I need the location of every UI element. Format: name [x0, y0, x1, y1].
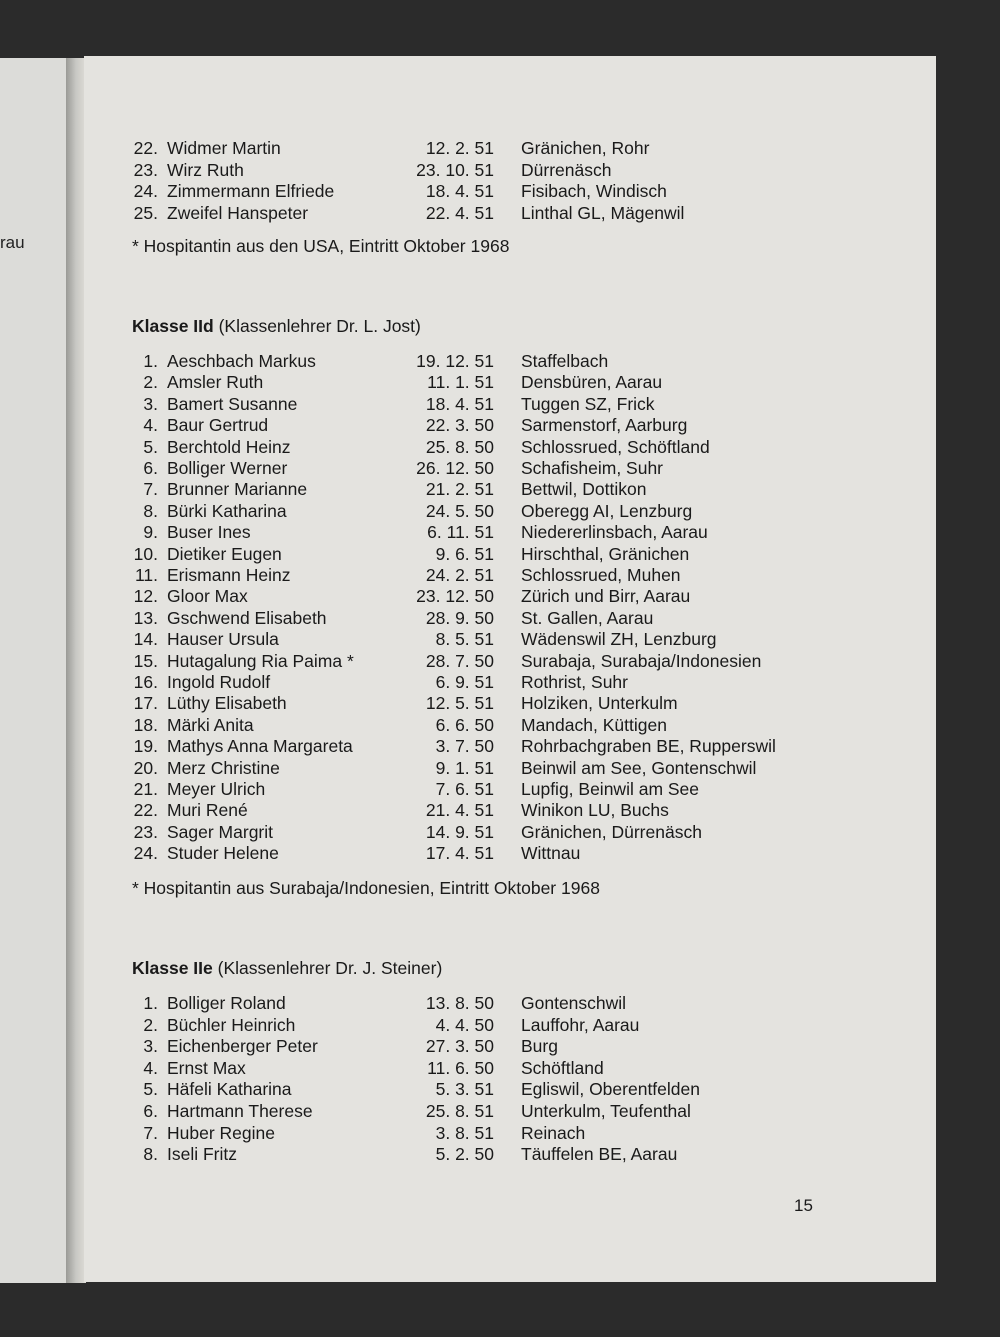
student-name: Erismann Heinz — [167, 565, 291, 585]
student-name: Ernst Max — [167, 1057, 246, 1078]
student-name: Berchtold Heinz — [167, 436, 291, 457]
birth-date: 13. 8. 50 — [425, 993, 494, 1013]
student-number: 3. — [143, 1036, 158, 1057]
student-row — [132, 521, 892, 543]
birth-date: 9. 1. 51 — [435, 757, 494, 778]
student-name: Buser Ines — [167, 522, 251, 543]
student-name: Meyer Ulrich — [167, 779, 266, 799]
student-number: 24. — [133, 843, 158, 864]
birth-date: 7. 6. 51 — [435, 779, 494, 799]
student-row — [132, 1035, 892, 1057]
left-page-text: rau — [0, 233, 25, 252]
student-name: Ingold Rudolf — [167, 672, 271, 692]
heading-klasse-iid — [132, 316, 421, 337]
student-row — [132, 992, 892, 1014]
home-place: Wädenswil ZH, Lenzburg — [521, 629, 717, 650]
student-number: 1. — [143, 351, 158, 371]
student-name: Baur Gertrud — [167, 415, 269, 436]
student-number: 5. — [143, 1079, 158, 1100]
birth-date: 9. 6. 51 — [435, 543, 494, 564]
student-number: 10. — [133, 543, 158, 564]
student-name: Eichenberger Peter — [167, 1036, 318, 1057]
student-row — [132, 778, 892, 800]
birth-date: 28. 9. 50 — [425, 607, 494, 628]
home-place: Beinwil am See, Gontenschwil — [521, 757, 757, 778]
student-row — [132, 585, 892, 607]
birth-date: 22. 4. 51 — [425, 202, 494, 223]
student-row — [132, 1014, 892, 1036]
student-number: 22. — [133, 800, 158, 821]
birth-date: 21. 4. 51 — [425, 800, 494, 821]
student-row — [132, 1100, 892, 1122]
birth-date: 14. 9. 51 — [425, 821, 494, 842]
student-row — [132, 1143, 892, 1165]
student-row — [132, 1057, 892, 1079]
home-place: Tuggen SZ, Frick — [521, 393, 655, 414]
birth-date: 6. 9. 51 — [435, 672, 494, 692]
birth-date: 25. 8. 50 — [425, 436, 494, 457]
heading-klasse-iie-teacher: (Klassenlehrer Dr. J. Steiner) — [212, 958, 443, 978]
birth-date: 3. 7. 50 — [435, 736, 494, 757]
home-place: Schafisheim, Suhr — [521, 458, 664, 478]
student-number: 4. — [143, 415, 158, 436]
student-number: 23. — [133, 159, 158, 180]
home-place: Densbüren, Aarau — [521, 372, 663, 393]
student-row — [132, 821, 892, 843]
document-page — [84, 56, 936, 1282]
student-name: Studer Helene — [167, 843, 279, 864]
student-row — [132, 564, 892, 586]
student-row — [132, 1078, 892, 1100]
birth-date: 21. 2. 51 — [425, 479, 494, 500]
student-name: Aeschbach Markus — [167, 351, 316, 371]
student-name: Gloor Max — [167, 586, 248, 607]
student-row — [132, 137, 892, 159]
student-name: Bolliger Werner — [167, 458, 288, 478]
student-name: Zweifel Hanspeter — [167, 202, 309, 223]
student-name: Zimmermann Elfriede — [167, 181, 335, 202]
home-place: Mandach, Küttigen — [521, 714, 667, 735]
birth-date: 4. 4. 50 — [435, 1014, 494, 1035]
student-row — [132, 159, 892, 181]
student-number: 9. — [143, 522, 158, 543]
birth-date: 11. 6. 50 — [427, 1057, 494, 1078]
birth-date: 26. 12. 50 — [416, 458, 494, 478]
student-number: 22. — [133, 138, 158, 158]
student-name: Bürki Katharina — [167, 500, 287, 521]
student-number: 5. — [143, 436, 158, 457]
home-place: Fisibach, Windisch — [521, 181, 667, 202]
student-name: Brunner Marianne — [167, 479, 308, 500]
footnote-surabaja: * Hospitantin aus Surabaja/Indonesien, Eintritt Oktober 1968 — [132, 878, 600, 898]
student-name: Merz Christine — [167, 757, 280, 778]
home-place: Winikon LU, Buchs — [521, 800, 669, 821]
student-name: Muri René — [167, 800, 248, 821]
student-row — [132, 500, 892, 522]
student-number: 12. — [133, 586, 158, 607]
home-place: Lupfig, Beinwil am See — [521, 779, 700, 799]
home-place: Staffelbach — [521, 351, 609, 371]
birth-date: 23. 12. 50 — [416, 586, 494, 607]
home-place: Täuffelen BE, Aarau — [521, 1144, 678, 1165]
heading-klasse-iie-bold: Klasse IIe — [132, 958, 213, 978]
student-number: 7. — [143, 1122, 158, 1143]
home-place: Niedererlinsbach, Aarau — [521, 522, 708, 543]
student-row — [132, 692, 892, 714]
birth-date: 12. 2. 51 — [425, 138, 494, 158]
home-place: Gontenschwil — [521, 993, 627, 1013]
student-number: 2. — [143, 372, 158, 393]
student-number: 6. — [143, 458, 158, 478]
heading-klasse-iie — [132, 958, 442, 979]
student-row — [132, 628, 892, 650]
birth-date: 18. 4. 51 — [425, 393, 494, 414]
student-name: Widmer Martin — [167, 138, 281, 158]
home-place: Gränichen, Rohr — [521, 138, 650, 158]
student-name: Hauser Ursula — [167, 629, 279, 650]
birth-date: 5. 3. 51 — [435, 1079, 494, 1100]
student-number: 11. — [134, 565, 158, 585]
student-row — [132, 1122, 892, 1144]
student-row — [132, 757, 892, 779]
student-row — [132, 735, 892, 757]
student-number: 15. — [133, 650, 158, 671]
home-place: Schöftland — [521, 1057, 604, 1078]
book-gutter — [66, 58, 86, 1283]
footnote-usa: * Hospitantin aus den USA, Eintritt Oktober 1968 — [132, 236, 510, 256]
student-row — [132, 799, 892, 821]
birth-date: 11. 1. 51 — [427, 372, 494, 393]
birth-date: 24. 5. 50 — [425, 500, 494, 521]
birth-date: 18. 4. 51 — [425, 181, 494, 202]
student-number: 21. — [133, 779, 158, 799]
student-name: Iseli Fritz — [167, 1144, 237, 1165]
birth-date: 17. 4. 51 — [425, 843, 494, 864]
birth-date: 22. 3. 50 — [425, 415, 494, 436]
student-number: 4. — [143, 1057, 158, 1078]
student-row — [132, 180, 892, 202]
student-row — [132, 842, 892, 864]
home-place: Wittnau — [521, 843, 581, 864]
student-number: 1. — [143, 993, 158, 1013]
student-name: Dietiker Eugen — [167, 543, 282, 564]
student-name: Huber Regine — [167, 1122, 275, 1143]
home-place: Schlossrued, Schöftland — [521, 436, 710, 457]
student-row — [132, 436, 892, 458]
home-place: Oberegg AI, Lenzburg — [521, 500, 693, 521]
student-row — [132, 543, 892, 565]
home-place: Rohrbachgraben BE, Rupperswil — [521, 736, 776, 757]
heading-klasse-iid-teacher: (Klassenlehrer Dr. L. Jost) — [213, 316, 421, 336]
student-row — [132, 457, 892, 479]
home-place: Egliswil, Oberentfelden — [521, 1079, 700, 1100]
birth-date: 5. 2. 50 — [435, 1144, 494, 1165]
home-place: Unterkulm, Teufenthal — [521, 1101, 691, 1121]
student-row — [132, 393, 892, 415]
student-name: Gschwend Elisabeth — [167, 607, 327, 628]
student-row — [132, 671, 892, 693]
student-number: 14. — [133, 629, 158, 650]
student-number: 18. — [133, 714, 158, 735]
student-row — [132, 714, 892, 736]
student-name: Sager Margrit — [167, 821, 274, 842]
student-name: Hutagalung Ria Paima * — [167, 650, 354, 671]
home-place: Zürich und Birr, Aarau — [521, 586, 691, 607]
student-name: Bolliger Roland — [167, 993, 286, 1013]
student-name: Bamert Susanne — [167, 393, 298, 414]
birth-date: 27. 3. 50 — [425, 1036, 494, 1057]
student-number: 13. — [133, 607, 158, 628]
birth-date: 8. 5. 51 — [435, 629, 494, 650]
student-number: 6. — [143, 1101, 158, 1121]
student-number: 23. — [133, 821, 158, 842]
birth-date: 12. 5. 51 — [425, 693, 494, 714]
student-number: 16. — [133, 672, 158, 692]
home-place: Dürrenäsch — [521, 159, 612, 180]
home-place: Sarmenstorf, Aarburg — [521, 415, 688, 436]
birth-date: 6. 11. 51 — [427, 522, 494, 543]
home-place: Rothrist, Suhr — [521, 672, 628, 692]
birth-date: 3. 8. 51 — [435, 1122, 494, 1143]
student-number: 24. — [133, 181, 158, 202]
student-row — [132, 607, 892, 629]
birth-date: 25. 8. 51 — [425, 1101, 494, 1121]
student-row — [132, 650, 892, 672]
student-number: 8. — [143, 1144, 158, 1165]
student-name: Büchler Heinrich — [167, 1014, 296, 1035]
home-place: Bettwil, Dottikon — [521, 479, 647, 500]
birth-date: 23. 10. 51 — [416, 159, 494, 180]
home-place: Hirschthal, Gränichen — [521, 543, 690, 564]
home-place: Lauffohr, Aarau — [521, 1014, 640, 1035]
home-place: Gränichen, Dürrenäsch — [521, 821, 702, 842]
student-number: 8. — [143, 500, 158, 521]
student-row — [132, 350, 892, 372]
student-name: Amsler Ruth — [167, 372, 264, 393]
student-name: Märki Anita — [167, 714, 254, 735]
home-place: Schlossrued, Muhen — [521, 565, 681, 585]
student-number: 3. — [143, 393, 158, 414]
student-name: Lüthy Elisabeth — [167, 693, 287, 714]
student-number: 7. — [143, 479, 158, 500]
birth-date: 24. 2. 51 — [425, 565, 494, 585]
student-number: 17. — [133, 693, 158, 714]
student-row — [132, 414, 892, 436]
student-number: 19. — [133, 736, 158, 757]
student-name: Hartmann Therese — [167, 1101, 313, 1121]
student-number: 2. — [143, 1014, 158, 1035]
student-name: Häfeli Katharina — [167, 1079, 292, 1100]
page-number: 15 — [794, 1196, 813, 1215]
student-row — [132, 478, 892, 500]
student-name: Wirz Ruth — [167, 159, 244, 180]
home-place: Holziken, Unterkulm — [521, 693, 678, 714]
student-number: 25. — [133, 202, 158, 223]
home-place: St. Gallen, Aarau — [521, 607, 654, 628]
home-place: Surabaja, Surabaja/Indonesien — [521, 650, 762, 671]
birth-date: 28. 7. 50 — [425, 650, 494, 671]
birth-date: 6. 6. 50 — [435, 714, 494, 735]
student-number: 20. — [133, 757, 158, 778]
student-name: Mathys Anna Margareta — [167, 736, 353, 757]
student-row — [132, 371, 892, 393]
student-row — [132, 202, 892, 224]
heading-klasse-iid-bold: Klasse IId — [132, 316, 214, 336]
home-place: Reinach — [521, 1122, 586, 1143]
home-place: Burg — [521, 1036, 558, 1057]
birth-date: 19. 12. 51 — [416, 351, 494, 371]
home-place: Linthal GL, Mägenwil — [521, 202, 685, 223]
